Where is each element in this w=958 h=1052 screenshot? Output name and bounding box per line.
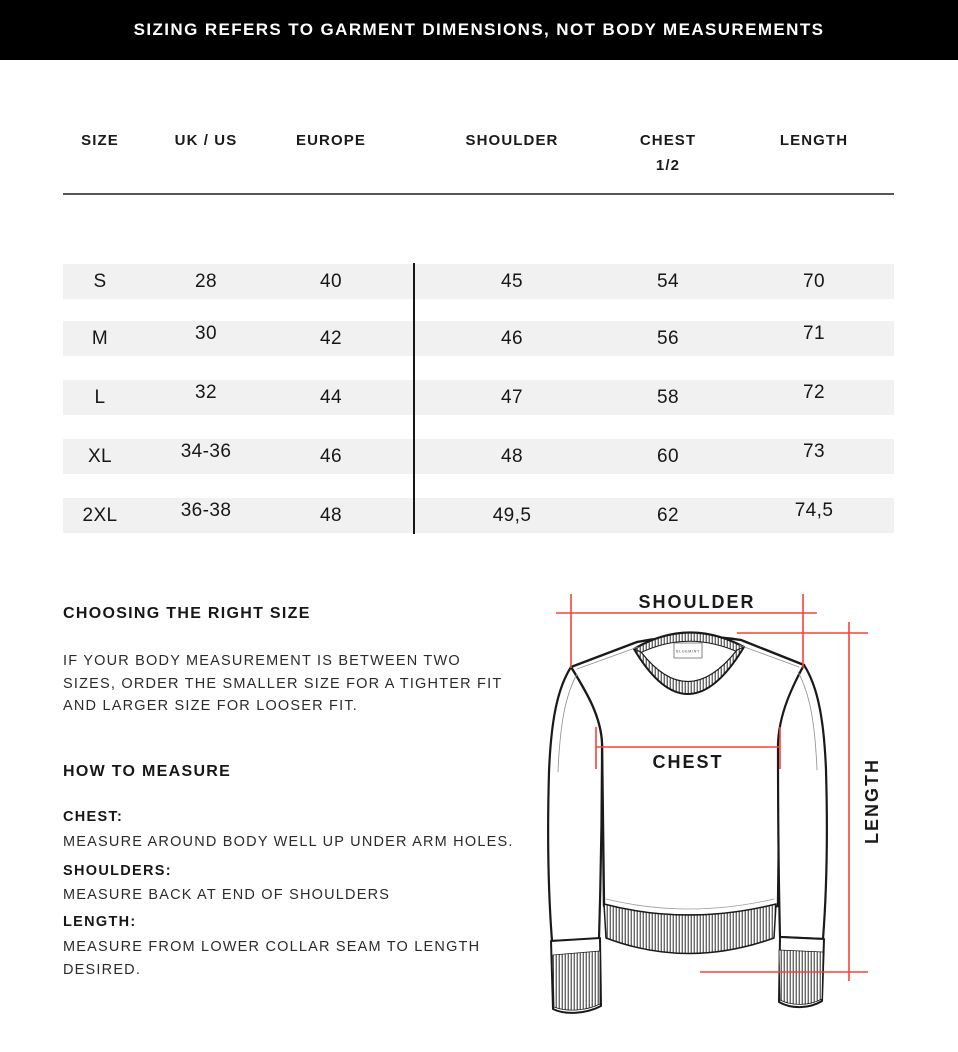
cell-chest: 56	[657, 327, 679, 349]
banner	[0, 0, 958, 60]
cell-uk-us: 32	[195, 381, 217, 403]
cell-shoulder: 48	[501, 445, 523, 467]
cell-length: 72	[803, 381, 825, 403]
length-dim-label: LENGTH	[862, 758, 882, 844]
col-header-shoulder: SHOULDER	[465, 132, 559, 149]
measure-shoulders-label: SHOULDERS:	[63, 863, 172, 879]
measure-shoulders-text: MEASURE BACK AT END OF SHOULDERS	[63, 887, 391, 903]
table-row-m	[63, 321, 894, 356]
col-header-uk-us: UK / US	[174, 132, 238, 149]
cell-length: 71	[803, 322, 825, 344]
choosing-size-line: AND LARGER SIZE FOR LOOSER FIT.	[63, 698, 359, 714]
cell-size: XL	[87, 445, 113, 467]
cell-europe: 42	[320, 327, 342, 349]
col-header-europe: EUROPE	[296, 132, 366, 149]
cell-chest: 62	[657, 504, 679, 526]
table-row-2xl	[63, 498, 894, 533]
table-column-divider	[413, 263, 415, 534]
table-header-row	[63, 128, 894, 188]
header-rule	[63, 193, 894, 195]
collar-tag-text: BLUEMINT	[676, 649, 700, 654]
shoulder-dim-label: SHOULDER	[638, 592, 756, 612]
measure-chest-label: CHEST:	[63, 809, 124, 825]
left-sleeve	[548, 667, 602, 941]
cell-chest: 60	[657, 445, 679, 467]
cell-size: M	[91, 327, 109, 349]
cell-uk-us: 28	[195, 270, 217, 292]
cell-length: 73	[803, 440, 825, 462]
table-row-xl	[63, 439, 894, 474]
measure-length-text: MEASURE FROM LOWER COLLAR SEAM TO LENGTH DESIRED.	[63, 939, 481, 978]
table-row-l	[63, 380, 894, 415]
sweatshirt-outline	[548, 632, 827, 1012]
col-header-chest-line1: CHEST	[639, 132, 697, 149]
choosing-size-text	[63, 650, 502, 718]
how-to-measure-heading: HOW TO MEASURE	[63, 763, 232, 780]
cell-europe: 44	[320, 386, 342, 408]
cell-uk-us: 34-36	[180, 440, 232, 462]
cell-chest: 54	[657, 270, 679, 292]
table-row-s	[63, 264, 894, 299]
col-header-chest	[640, 128, 696, 178]
right-sleeve	[778, 665, 827, 939]
cell-europe: 46	[320, 445, 342, 467]
cell-shoulder: 45	[501, 270, 523, 292]
choosing-size-line: IF YOUR BODY MEASUREMENT IS BETWEEN TWO	[63, 653, 461, 669]
cell-size: 2XL	[82, 504, 118, 526]
chest-dim-label: CHEST	[652, 752, 724, 772]
sweatshirt-measurement-diagram	[540, 580, 958, 1030]
cell-shoulder: 49,5	[492, 504, 532, 526]
cell-uk-us: 30	[195, 322, 217, 344]
cell-length: 74,5	[794, 499, 834, 521]
left-cuff-rib	[553, 951, 600, 1010]
cell-chest: 58	[657, 386, 679, 408]
right-cuff-rib	[779, 950, 823, 1004]
choosing-size-line: SIZES, ORDER THE SMALLER SIZE FOR A TIGHTER FIT	[63, 675, 503, 692]
col-header-length: LENGTH	[779, 132, 849, 149]
cell-size: L	[94, 386, 106, 408]
cell-size: S	[93, 270, 107, 292]
cell-shoulder: 47	[501, 386, 523, 408]
cell-europe: 40	[320, 270, 342, 292]
cell-europe: 48	[320, 504, 342, 526]
col-header-size: SIZE	[81, 132, 119, 149]
measure-chest-text: MEASURE AROUND BODY WELL UP UNDER ARM HOLES.	[63, 834, 514, 850]
col-header-chest-line2: 1/2	[655, 157, 681, 174]
measure-length-label: LENGTH:	[63, 914, 137, 930]
choosing-size-heading: CHOOSING THE RIGHT SIZE	[63, 605, 311, 622]
banner-text: SIZING REFERS TO GARMENT DIMENSIONS, NOT BODY MEASUREMENTS	[133, 20, 825, 39]
cell-length: 70	[803, 270, 825, 292]
cell-shoulder: 46	[501, 327, 523, 349]
cell-uk-us: 36-38	[180, 499, 232, 521]
